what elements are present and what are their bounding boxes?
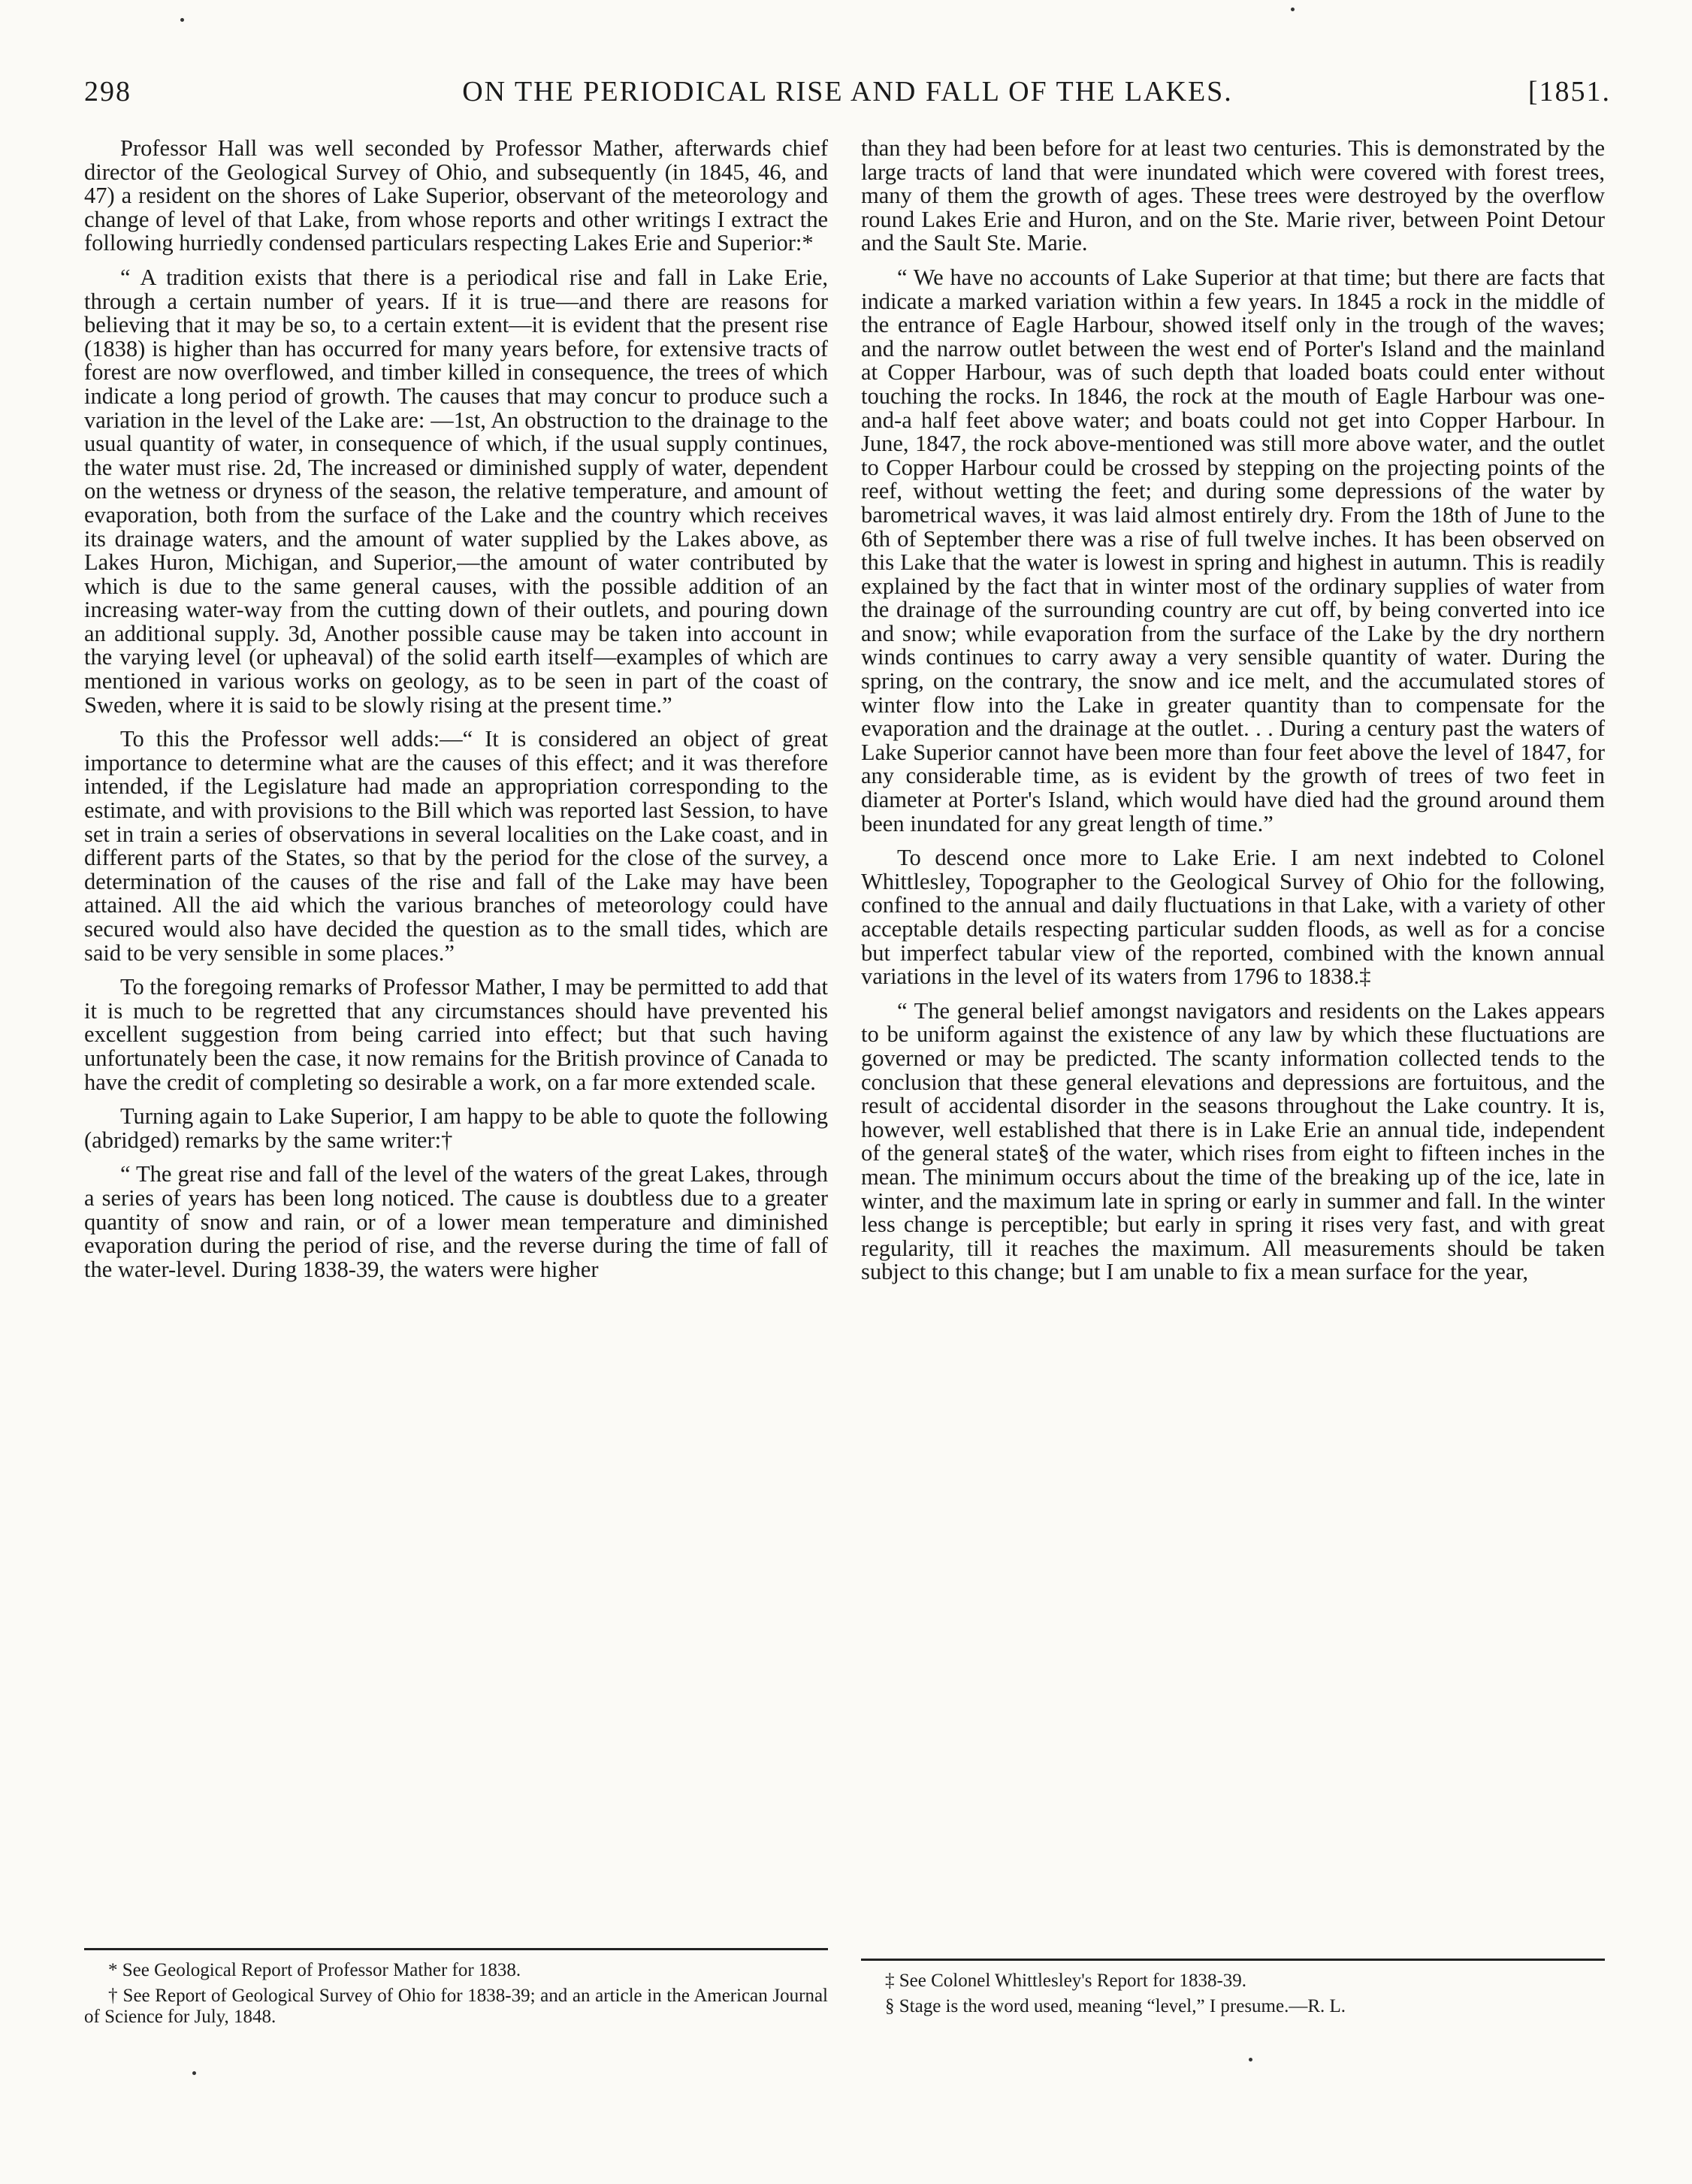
footnote-rule-left xyxy=(84,1948,828,1950)
paragraph: Turning again to Lake Superior, I am happy to be able to quote the following (abridged) remarks by the same writer:† xyxy=(84,1103,828,1153)
paragraph: To the foregoing remarks of Professor Mather, I may be permitted to add that it is much to be regretted that any circumstances should have prevented his excellent suggestion from being carried into effect; but that such having unfortunately been the case, it now remains for the British province of Canada to have the credit of completing so desirable a work, on a far more extended scale. xyxy=(84,974,828,1095)
footnote: § Stage is the word used, meaning “level,” I presume.—R. L. xyxy=(885,1996,1346,2016)
footnote-rule-right xyxy=(861,1959,1605,1961)
right-footnotes xyxy=(861,1971,1605,2022)
page-number: 298 xyxy=(84,76,131,107)
left-footnotes xyxy=(84,1960,828,2032)
paragraph: To this the Professor well adds:—“ It is considered an object of great importance to determine what are the causes of this effect; and it was therefore intended, if the Legislature had made an appropriation corresponding to the estimate, and with provisions to the Bill which was reported last Session, to have set in train a series of observations in several localities on the Lake coast, and in different parts of the States, so that by the period for the close of the survey, a determination of the causes of the rise and fall of the Lake may have been attained. All the aid which the various branches of meteorology could have secured would also have decided the question as to the small tides, which are said to be very sensible in some places.” xyxy=(84,726,828,966)
left-column xyxy=(84,137,828,1281)
print-speck xyxy=(1249,2058,1252,2061)
right-column xyxy=(861,137,1605,1284)
footnote: † See Report of Geological Survey of Ohio for 1838-39; and an article in the American Journal of Science for July, 1848. xyxy=(84,1986,828,2027)
paragraph: Professor Hall was well seconded by Professor Mather, afterwards chief director of the Geological Survey of Ohio, and subsequently (in 1845, 46, and 47) a resident on the shores of Lake Superior, observant of the meteorology and change of level of that Lake, from whose reports and other writings I extract the following hurriedly condensed particulars respecting Lakes Erie and Superior:* xyxy=(84,135,828,256)
paragraph: “ The general belief amongst navigators and residents on the Lakes appears to be uniform against the existence of any law by which these fluctuations are governed or may be predicted. The scanty information collected tends to the conclusion that these general elevations and depressions are fortuitous, and the result of accidental disorder in the seasons throughout the Lake country. It is, however, well established that there is in Lake Erie an annual tide, independent of the general state§ of the water, which rises from eight to fifteen inches in the mean. The minimum occurs about the time of the breaking up of the ice, late in winter, and the maximum late in spring or early in summer and fall. In the winter less change is perceptible; but early in spring it rises very fast, and with great regularity, till it reaches the maximum. All measurements should be taken subject to this change; but I am unable to fix a mean surface for the year, xyxy=(861,997,1605,1285)
print-speck xyxy=(1291,8,1295,11)
footnote: ‡ See Colonel Whittlesley's Report for 1838-39. xyxy=(885,1971,1247,1991)
paragraph: “ A tradition exists that there is a periodical rise and fall in Lake Erie, through a certain number of years. If it is true—and there are reasons for believing that it may be so, to a certain extent—it is evident that the present rise (1838) is higher than has occurred for many years before, for extensive tracts of forest are now overflowed, and timber killed in consequence, the trees of which indicate a long period of growth. The causes that may concur to produce such a variation in the level of the Lake are: —1st, An obstruction to the drainage to the usual quantity of water, in consequence of which, if the usual supply continues, the water must rise. 2d, The increased or diminished supply of water, dependent on the wetness or dryness of the season, the relative temperature, and amount of evaporation, both from the surface of the Lake and the country which receives its drainage waters, and the amount of water supplied by the Lakes above, as Lakes Huron, Michigan, and Superior,—the amount of water contributed by which is due to the same general causes, with the possible addition of an increasing water-way from the cutting down of their outlets, and pouring down an additional supply. 3d, Another possible cause may be taken into account in the varying level (or upheaval) of the solid earth itself—examples of which are mentioned in various works on geology, as to be seen in part of the coast of Sweden, where it is said to be slowly rising at the present time.” xyxy=(84,264,828,718)
running-title: ON THE PERIODICAL RISE AND FALL OF THE LAKES. xyxy=(462,76,1233,107)
footnote: * See Geological Report of Professor Mather for 1838. xyxy=(108,1960,521,1980)
year-marker: [1851. xyxy=(1527,76,1611,107)
print-speck xyxy=(180,18,184,22)
paragraph: “ The great rise and fall of the level of the waters of the great Lakes, through a series of years has been long noticed. The cause is doubtless due to a greater quantity of snow and rain, or of a lower mean temperature and diminished evaporation during the period of rise, and the reverse during the time of fall of the water-level. During 1838-39, the waters were higher xyxy=(84,1161,828,1282)
running-header xyxy=(84,75,1611,128)
paragraph: than they had been before for at least two centuries. This is demonstrated by the large tracts of land that were inundated which were covered with forest trees, many of them the growth of ages. These trees were destroyed by the overflow round Lakes Erie and Huron, and on the Ste. Marie river, between Point Detour and the Sault Ste. Marie. xyxy=(861,135,1605,256)
paragraph: “ We have no accounts of Lake Superior at that time; but there are facts that indicate a marked variation within a few years. In 1845 a rock in the middle of the entrance of Eagle Harbour, showed itself only in the trough of the waves; and the narrow outlet between the west end of Porter's Island and the mainland at Copper Harbour, was of such depth that loaded boats could enter without touching the rocks. In 1846, the rock at the mouth of Eagle Harbour was one-and-a half feet above water; and boats could not get into Copper Harbour. In June, 1847, the rock above-mentioned was still more above water, and the outlet to Copper Harbour could be crossed by stepping on the projecting points of the reef, without wetting the feet; and during some depressions of the water by barometrical waves, it was laid almost entirely dry. From the 18th of June to the 6th of September there was a rise of full twelve inches. It has been observed on this Lake that the water is lowest in spring and highest in autumn. This is readily explained by the fact that in winter most of the ordinary supplies of water from the drainage of the surrounding country are cut off, by being converted into ice and snow; while evaporation from the surface of the Lake by the dry northern winds continues to carry away a very sensible quantity of water. During the spring, on the contrary, the snow and ice melt, and the accumulated stores of winter flow into the Lake in greater quantity than to compensate for the evaporation and the drainage at the outlet. . . During a century past the waters of Lake Superior cannot have been more than four feet above the level of 1847, for any considerable time, as is evident by the growth of trees of two feet in diameter at Porter's Island, which would have died had the ground around them been inundated for any great length of time.” xyxy=(861,264,1605,836)
print-speck xyxy=(192,2071,196,2075)
paragraph: To descend once more to Lake Erie. I am next indebted to Colonel Whittlesley, Topographer to the Geological Survey of Ohio for the following, confined to the annual and daily fluctuations in that Lake, with a variety of other acceptable details respecting particular sudden floods, as well as for a concise but imperfect tabular view of the reported, combined with the known annual variations in the level of its waters from 1796 to 1838.‡ xyxy=(861,845,1605,990)
